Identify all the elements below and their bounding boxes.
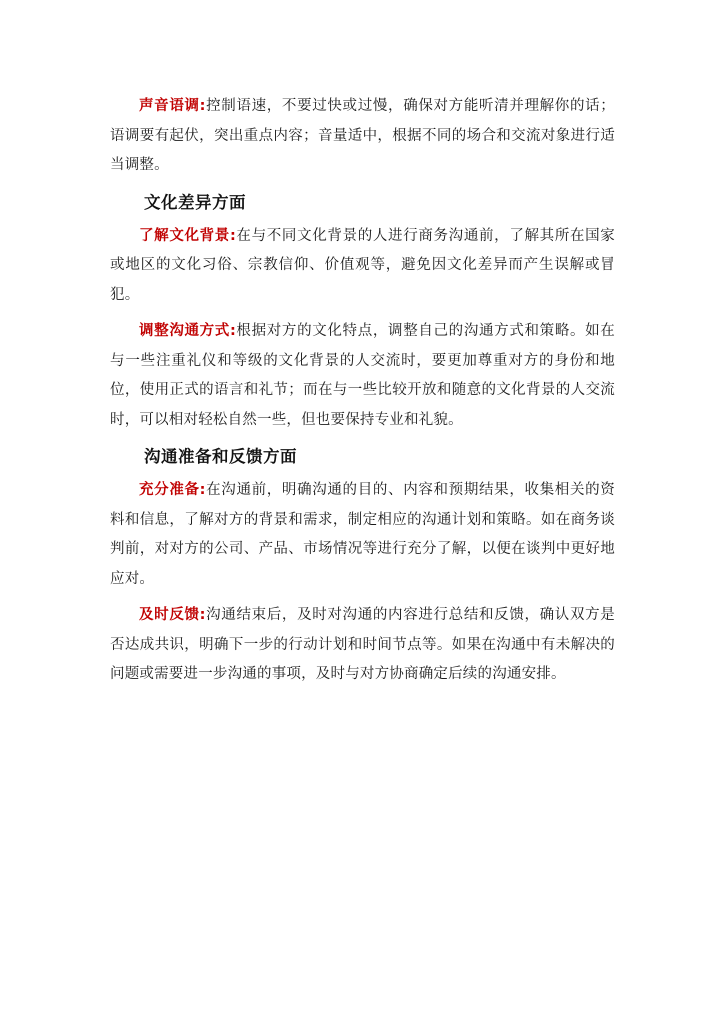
term-separator: : xyxy=(229,227,236,244)
paragraph-preparation xyxy=(110,476,615,594)
paragraph-text: 根据对方的文化特点，调整自己的沟通方式和策略。如在与一些注重礼仪和等级的文化背景的人交流时，要更加尊重对方的身份和地位，使用正式的语言和礼节；而在与一些比较开放和随意的文化背景的人交流时，可以相对轻松自然一些，但也要保持专业和礼貌。 xyxy=(110,323,615,428)
paragraph-cultural-background xyxy=(110,222,615,311)
section-heading-culture: 文化差异方面 xyxy=(144,192,246,212)
term-separator: : xyxy=(229,323,236,339)
section-heading-preparation-feedback: 沟通准备和反馈方面 xyxy=(144,447,297,466)
term-label: 调整沟通方式 xyxy=(139,323,230,339)
term-label: 及时反馈 xyxy=(139,607,200,623)
paragraph-voice-tone xyxy=(110,92,615,181)
term-separator: : xyxy=(199,98,206,114)
term-label: 了解文化背景 xyxy=(139,227,230,244)
term-label: 充分准备 xyxy=(139,482,200,498)
paragraph-text: 控制语速，不要过快或过慢，确保对方能听清并理解你的话；语调要有起伏，突出重点内容；音量适中，根据不同的场合和交流对象进行适当调整。 xyxy=(110,98,615,173)
paragraph-feedback xyxy=(110,601,615,690)
paragraph-text: 在沟通前，明确沟通的目的、内容和预期结果，收集相关的资料和信息，了解对方的背景和需求，制定相应的沟通计划和策略。如在商务谈判前，对对方的公司、产品、市场情况等进行充分了解，以便在谈判中更好地应对。 xyxy=(110,482,615,587)
paragraph-text: 沟通结束后，及时对沟通的内容进行总结和反馈，确认双方是否达成共识，明确下一步的行动计划和时间节点等。如果在沟通中有未解决的问题或需要进一步沟通的事项，及时与对方协商确定后续的沟通安排。 xyxy=(110,607,615,682)
term-separator: : xyxy=(199,607,206,623)
document-body xyxy=(110,92,615,697)
term-separator: : xyxy=(199,482,206,498)
paragraph-adjust-style xyxy=(110,317,615,435)
term-label: 声音语调 xyxy=(139,98,200,114)
paragraph-text: 在与不同文化背景的人进行商务沟通前，了解其所在国家或地区的文化习俗、宗教信仰、价值观等，避免因文化差异而产生误解或冒犯。 xyxy=(110,227,615,303)
